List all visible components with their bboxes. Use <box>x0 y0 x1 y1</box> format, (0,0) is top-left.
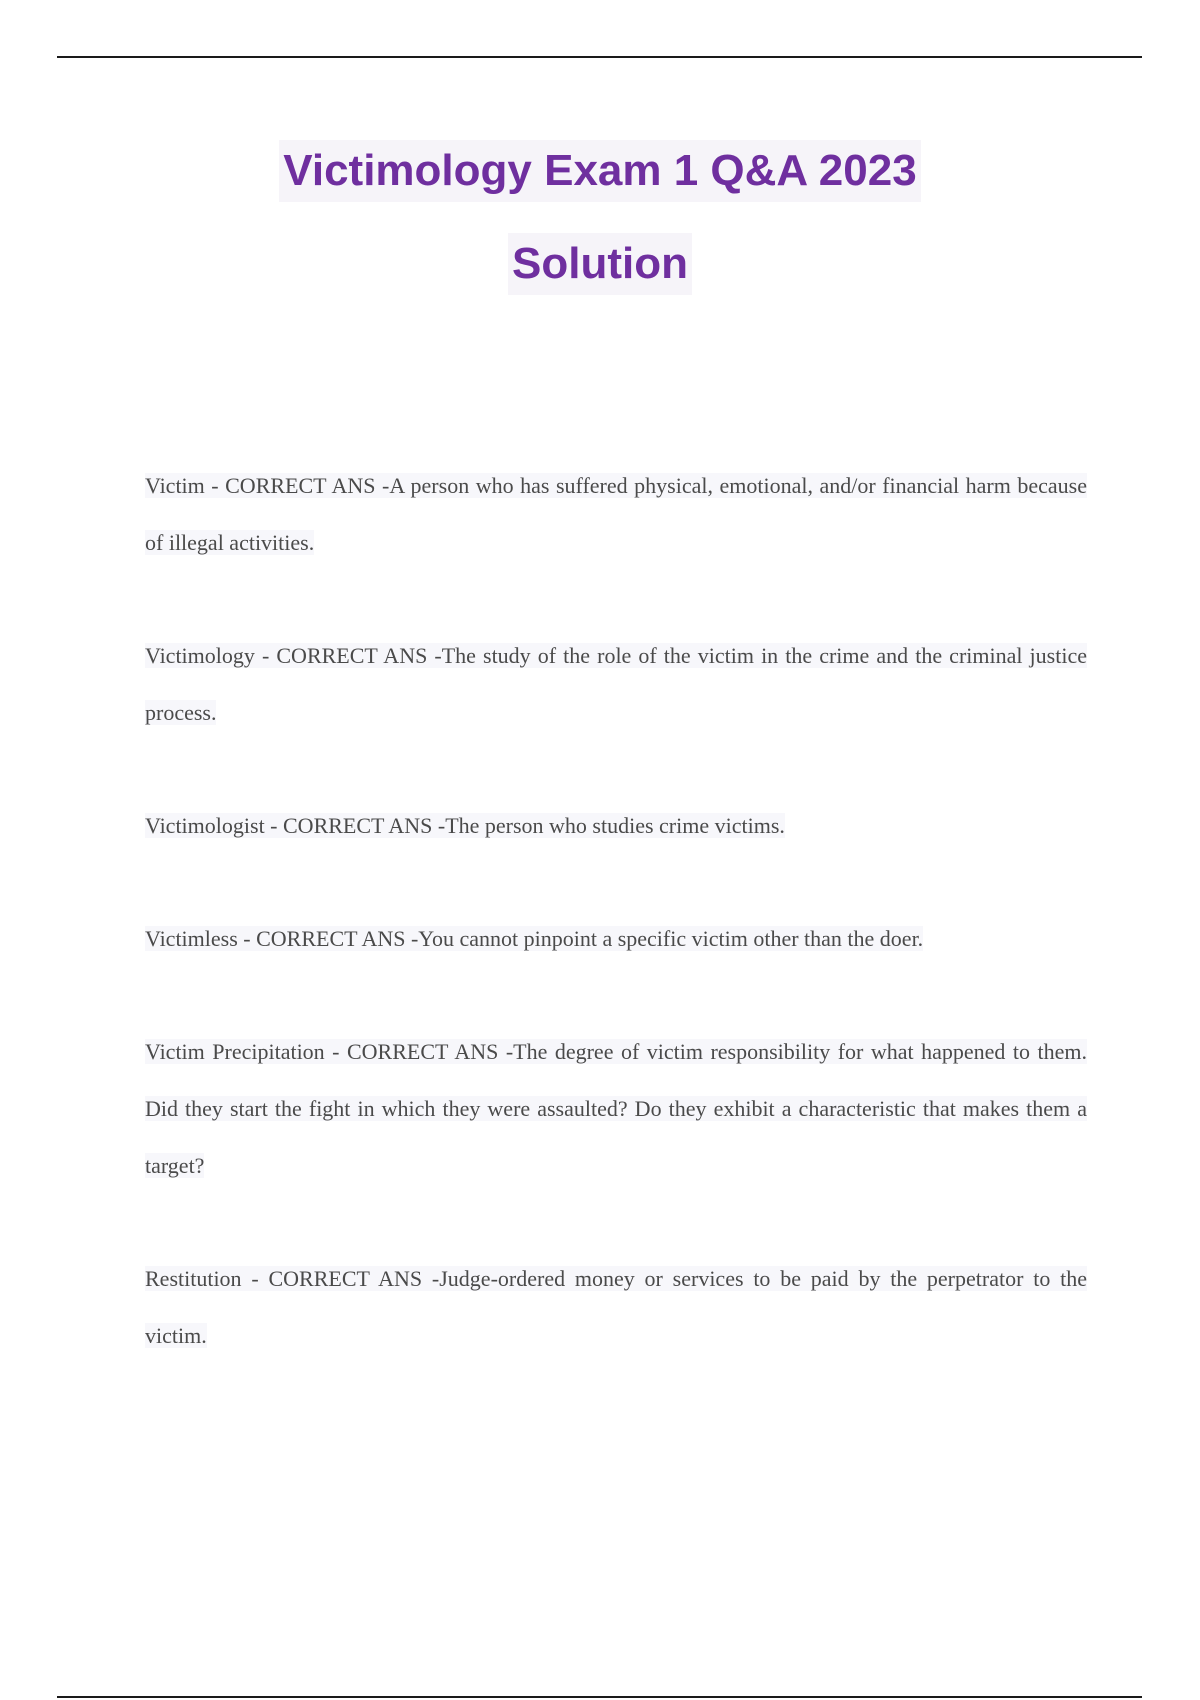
qa-entry-victim-precipitation <box>145 1023 1087 1194</box>
document-title-line-2: Solution <box>508 233 692 295</box>
qa-entry-victim <box>145 457 1087 571</box>
qa-entry-restitution <box>145 1250 1087 1364</box>
top-rule <box>57 56 1142 58</box>
title-block <box>0 140 1200 326</box>
qa-entry-text: Victim Precipitation - CORRECT ANS -The degree of victim responsibility for what happened to them. Did they start the fight in which they were assaulted? Do they exhibit a characteristic that makes them a target? <box>145 1039 1087 1178</box>
qa-entries <box>145 457 1087 1420</box>
bottom-rule <box>57 1696 1142 1698</box>
qa-entry-victimologist <box>145 797 1087 854</box>
qa-entry-victimology <box>145 627 1087 741</box>
qa-entry-victimless <box>145 910 1087 967</box>
qa-entry-text: Restitution - CORRECT ANS -Judge-ordered money or services to be paid by the perpetrator to the victim. <box>145 1266 1087 1348</box>
qa-entry-text: Victimless - CORRECT ANS -You cannot pinpoint a specific victim other than the doer. <box>145 926 924 951</box>
qa-entry-text: Victimologist - CORRECT ANS -The person who studies crime victims. <box>145 813 785 838</box>
document-title-line-1: Victimology Exam 1 Q&A 2023 <box>279 140 920 202</box>
qa-entry-text: Victimology - CORRECT ANS -The study of the role of the victim in the crime and the criminal justice process. <box>145 643 1087 725</box>
qa-entry-text: Victim - CORRECT ANS -A person who has suffered physical, emotional, and/or financial harm because of illegal activities. <box>145 473 1087 555</box>
